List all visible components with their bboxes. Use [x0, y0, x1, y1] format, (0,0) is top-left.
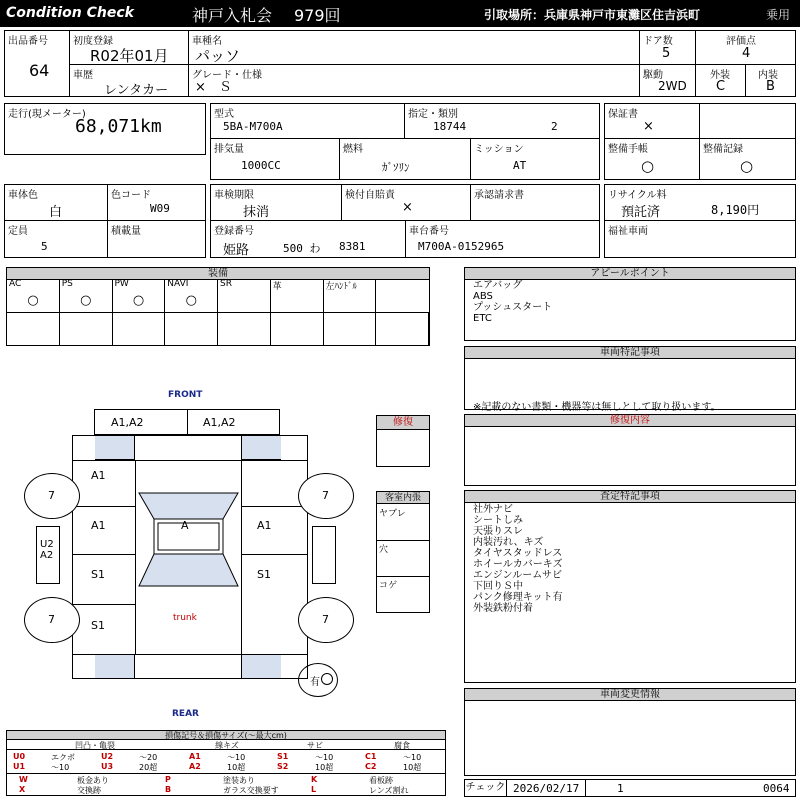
- equipment-label: NAVI: [167, 279, 189, 289]
- legend-mark-code: B: [165, 785, 172, 794]
- mirror-left-damage: U2 A2: [40, 539, 54, 561]
- legend-size: 10超: [315, 763, 334, 772]
- legend-mark-code: K: [311, 775, 318, 784]
- legend-code: C1: [365, 752, 377, 761]
- reg-number-cell: [210, 220, 406, 258]
- category-number-value: 2: [551, 120, 558, 133]
- legend-mark-code: X: [19, 785, 26, 794]
- mileage-cell: [4, 103, 206, 155]
- spare-tire-value: 有: [310, 677, 320, 688]
- special-title: 車両特記事項: [465, 347, 795, 359]
- mission-cell: [470, 138, 600, 180]
- insurance-cell: [341, 184, 471, 221]
- mission-label: ミッション: [474, 144, 524, 155]
- spare-tire-icon: [321, 673, 333, 685]
- interior-item-label: 穴: [379, 545, 389, 555]
- legend-code: U0: [13, 752, 26, 761]
- mirror-right: [312, 526, 336, 584]
- repair-box-title: 修復: [377, 416, 429, 430]
- change-title: 車両変更情報: [465, 689, 795, 701]
- legend-code: S1: [277, 752, 289, 761]
- history-value: レンタカー: [104, 83, 169, 98]
- check-count: 1: [617, 782, 624, 795]
- model-name-value: パッソ: [195, 47, 241, 65]
- grade-cell: [188, 64, 640, 97]
- door-fr-damage: A1: [257, 519, 272, 532]
- front-bumper: [94, 409, 280, 435]
- legend-header: 凹凸・亀裂: [7, 741, 183, 750]
- repair-title: 修復内容: [465, 415, 795, 427]
- record-value: ○: [740, 157, 754, 175]
- special-panel: [464, 346, 796, 413]
- legend-size: ～10: [227, 753, 246, 762]
- interior-item: [377, 577, 429, 613]
- grade-value: × Ｓ: [195, 80, 232, 95]
- inspection-note-line: エンジンルームサビ: [473, 570, 563, 581]
- equipment-blank-cell: [165, 312, 218, 345]
- mileage-value: 68,071km: [75, 116, 162, 137]
- designation-value: 18744: [433, 120, 467, 133]
- mirror-left: [36, 526, 60, 584]
- manual-cell: [604, 138, 700, 180]
- fuel-value: ｶﾞｿﾘﾝ: [382, 161, 410, 174]
- displacement-cell: [210, 138, 340, 180]
- chassis-cell: [405, 220, 600, 258]
- equipment-label: PS: [61, 279, 73, 289]
- fuel-cell: [339, 138, 471, 180]
- equipment-label: 左ﾊﾝﾄﾞﾙ: [325, 282, 358, 292]
- warranty-label: 保証書: [608, 109, 638, 120]
- drive-cell: [639, 64, 696, 97]
- legend-code: U2: [101, 752, 114, 761]
- legend-mark-code: W: [19, 775, 28, 784]
- interior-item: [377, 541, 429, 577]
- record-label: 整備記録: [703, 144, 743, 155]
- warranty-extra-cell: [699, 103, 796, 139]
- recycle-label: リサイクル料: [608, 190, 667, 201]
- legend-size: 10超: [227, 763, 246, 772]
- interior-label: 内装: [758, 70, 778, 81]
- appeal-line: プッシュスタート: [473, 302, 553, 313]
- legend-code: A2: [189, 762, 201, 771]
- reg-number-label: 登録番号: [214, 226, 254, 237]
- rear-label: REAR: [172, 709, 199, 719]
- warranty-value: ×: [643, 119, 654, 134]
- door-fl-damage: A1: [91, 519, 106, 532]
- welfare-label: 福祉車両: [608, 226, 648, 237]
- front-right-damage: A1,A2: [203, 416, 236, 429]
- lot-cell: [4, 30, 70, 97]
- check-code: 0064: [763, 782, 790, 795]
- special-note: ※記載のない書類・機器等は無しとして取り扱います。: [473, 402, 721, 413]
- recycle-cell: [604, 184, 796, 221]
- legend-mark-desc: 交換跡: [77, 786, 101, 795]
- approval-label: 承認請求書: [474, 190, 524, 201]
- legend-size: 10超: [403, 763, 422, 772]
- lot-label: 出品番号: [8, 36, 48, 47]
- doors-label: ドア数: [643, 36, 673, 47]
- legend-mark-desc: 看板跡: [369, 776, 393, 785]
- repair-panel: [464, 414, 796, 486]
- lot-value: 64: [29, 61, 50, 80]
- score-value: 4: [742, 46, 751, 61]
- category-label: 乗用: [766, 8, 791, 22]
- first-reg-cell: [69, 30, 189, 65]
- fuel-label: 燃料: [343, 144, 363, 155]
- legend-size: エクボ: [51, 753, 75, 762]
- drive-label: 駆動: [643, 70, 663, 81]
- tire-fl-value: 7: [48, 489, 55, 502]
- equipment-item-5: [271, 279, 324, 312]
- capacity-cell: [4, 220, 108, 258]
- mileage-label: 走行(現メーター): [8, 109, 86, 120]
- reg-number: 8381: [339, 240, 366, 253]
- equipment-panel: [6, 267, 430, 346]
- legend-mark-code: P: [165, 775, 171, 784]
- load-cell: [107, 220, 206, 258]
- inspection-cell: [210, 184, 342, 221]
- tire-rear-left: [24, 597, 80, 643]
- chassis-label: 車台番号: [409, 226, 449, 237]
- legend-mark-desc: 塗装あり: [223, 776, 255, 785]
- roof-damage: A: [181, 519, 189, 532]
- taillight-right: [241, 654, 281, 678]
- equipment-item-0: [7, 279, 60, 312]
- interior-box: [376, 491, 430, 613]
- legend-mark-desc: 板金あり: [77, 776, 109, 785]
- appeal-line: エアバッグ: [473, 280, 523, 291]
- inspection-note-line: シートしみ: [473, 515, 523, 526]
- damage-legend: [6, 730, 446, 796]
- reg-area: 姫路: [223, 243, 250, 258]
- equipment-label: SR: [220, 279, 232, 289]
- tire-fr-value: 7: [322, 489, 329, 502]
- inspection-note-line: 天張りスレ: [473, 526, 523, 537]
- legend-mark-code: L: [311, 785, 317, 794]
- chassis-value: M700A-0152965: [418, 240, 505, 253]
- grade-label: グレード・仕様: [192, 70, 262, 81]
- inspection-note-line: 外装鉄粉付着: [473, 603, 533, 614]
- equipment-title: 装備: [7, 268, 429, 280]
- change-panel: [464, 688, 796, 776]
- front-left-damage: A1,A2: [111, 416, 144, 429]
- equipment-item-2: [113, 279, 166, 312]
- legend-size: 20超: [139, 763, 158, 772]
- legend-mark-desc: レンズ割れ: [369, 786, 409, 795]
- color-code-label: 色コード: [111, 190, 151, 201]
- legend-size: ～10: [403, 753, 422, 762]
- displacement-value: 1000CC: [241, 159, 281, 172]
- insurance-value: ×: [402, 200, 413, 215]
- reg-class: 500 わ: [283, 242, 321, 255]
- equipment-blank-cell: [7, 312, 60, 345]
- equipment-blank-cell: [60, 312, 113, 345]
- inspection-note-line: 下回りＳ中: [473, 581, 523, 592]
- designation-cell: [404, 103, 600, 139]
- appeal-line: ETC: [473, 313, 492, 324]
- repair-box: [376, 415, 430, 467]
- appeal-panel: [464, 267, 796, 341]
- color-label: 車体色: [8, 190, 38, 201]
- legend-code: C2: [365, 762, 377, 771]
- doors-cell: [639, 30, 696, 65]
- color-code-value: W09: [150, 202, 170, 215]
- capacity-value: 5: [41, 240, 48, 253]
- equipment-mark: ○: [132, 293, 145, 308]
- appeal-title: アピールポイント: [465, 268, 795, 280]
- color-code-cell: [107, 184, 206, 221]
- displacement-label: 排気量: [214, 144, 244, 155]
- car-body: [72, 435, 308, 679]
- legend-size: ～10: [315, 753, 334, 762]
- equipment-label: AC: [9, 279, 22, 289]
- record-cell: [699, 138, 796, 180]
- legend-title: 損傷記号＆損傷サイズ(～最大cm): [7, 731, 445, 740]
- capacity-label: 定員: [8, 226, 28, 237]
- exterior-cell: [695, 64, 746, 97]
- equipment-mark: ○: [27, 293, 39, 308]
- doors-value: 5: [662, 46, 671, 61]
- approval-cell: [470, 184, 600, 221]
- designation-label: 指定・類別: [408, 109, 458, 120]
- legend-size: ～20: [139, 753, 158, 762]
- warranty-cell: [604, 103, 700, 139]
- car-diagram: [0, 385, 460, 725]
- headlight-right: [241, 436, 281, 460]
- equipment-blank-cell: [113, 312, 166, 345]
- tire-rr-value: 7: [322, 613, 329, 626]
- inspection-notes-title: 査定特記事項: [465, 491, 795, 503]
- tire-rear-right: [298, 597, 354, 643]
- rear-left-damage: S1: [91, 619, 105, 632]
- equipment-mark: ○: [80, 293, 92, 308]
- type-value: 5BA-M700A: [223, 120, 283, 133]
- manual-value: ○: [641, 157, 655, 175]
- interior-value: B: [766, 79, 775, 94]
- drive-value: 2WD: [658, 79, 687, 93]
- model-name-label: 車種名: [192, 36, 222, 47]
- door-rr-damage: S1: [257, 568, 271, 581]
- equipment-item-1: [60, 279, 113, 312]
- legend-code: U3: [101, 762, 114, 771]
- legend-header: サビ: [271, 741, 359, 750]
- headlight-left: [95, 436, 135, 460]
- door-rl-damage: S1: [91, 568, 105, 581]
- check-divider: [585, 780, 586, 796]
- taillight-left: [95, 654, 135, 678]
- interior-item-label: ヤブレ: [379, 509, 406, 519]
- welfare-cell: [604, 220, 796, 258]
- auction-name: 神戸入札会: [192, 6, 273, 25]
- first-reg-value: R02年01月: [90, 47, 169, 65]
- color-cell: [4, 184, 108, 221]
- score-cell: [695, 30, 796, 65]
- inspection-value: 抹消: [243, 205, 270, 220]
- inspection-note-line: パンク修理キット有: [473, 592, 563, 603]
- legend-header: 腐食: [359, 741, 445, 750]
- cabin-glass: [135, 491, 242, 621]
- type-cell: [210, 103, 405, 139]
- trunk-label: trunk: [173, 613, 197, 623]
- pickup-location: 引取場所：兵庫県神戸市東灘区住吉浜町: [484, 8, 701, 22]
- recycle-status: 預託済: [621, 205, 661, 220]
- legend-code: U1: [13, 762, 26, 771]
- spare-tire: [298, 663, 338, 697]
- front-label: FRONT: [168, 390, 203, 400]
- auction-number: 979回: [294, 6, 341, 25]
- mission-value: AT: [513, 159, 527, 172]
- model-name-cell: [188, 30, 640, 65]
- legend-divider: [7, 773, 445, 774]
- check-date: 2026/02/17: [513, 782, 580, 795]
- load-label: 積載量: [111, 226, 141, 237]
- manual-label: 整備手帳: [608, 144, 648, 155]
- inspection-note-line: タイヤスタッドレス: [473, 548, 563, 559]
- equipment-label: PW: [114, 279, 129, 289]
- insurance-label: 検付自賠責: [345, 190, 395, 201]
- appeal-line: ABS: [473, 291, 493, 302]
- fender-left-damage: A1: [91, 469, 106, 482]
- color-value: 白: [49, 205, 63, 220]
- equipment-blank-cell: [324, 312, 377, 345]
- type-label: 型式: [214, 109, 234, 120]
- legend-header: 線キズ: [183, 741, 271, 750]
- inspection-label: 車検期限: [214, 190, 254, 201]
- legend-size: ～10: [51, 763, 70, 772]
- equipment-mark: ○: [185, 293, 197, 308]
- history-label: 車歴: [73, 70, 93, 81]
- legend-mark-desc: ガラス交換要す: [223, 786, 279, 795]
- inspection-note-line: 社外ナビ: [473, 504, 513, 515]
- inspection-notes-panel: [464, 490, 796, 683]
- check-bar: [464, 779, 796, 797]
- exterior-label: 外装: [710, 70, 730, 81]
- tire-rl-value: 7: [48, 613, 55, 626]
- equipment-blank-cell: [218, 312, 271, 345]
- equipment-item-3: [165, 279, 218, 312]
- first-reg-label: 初度登録: [73, 36, 113, 47]
- inspection-note-line: ホイールカバーキズ: [473, 559, 563, 570]
- tire-front-right: [298, 473, 354, 519]
- interior-cell: [745, 64, 796, 97]
- tire-front-left: [24, 473, 80, 519]
- interior-title: 客室内張: [377, 492, 429, 504]
- header-bar: [0, 0, 800, 27]
- history-cell: [69, 64, 189, 97]
- brand-label: Condition Check: [6, 5, 134, 21]
- check-label: チェック: [465, 780, 507, 796]
- score-label: 評価点: [726, 36, 756, 47]
- legend-code: A1: [189, 752, 201, 761]
- equipment-blank-row: [7, 312, 429, 345]
- recycle-fee: 8,190円: [711, 203, 760, 217]
- legend-code: S2: [277, 762, 289, 771]
- equipment-label: 革: [272, 282, 282, 292]
- interior-item: [377, 505, 429, 541]
- equipment-item-6: [324, 279, 377, 312]
- equipment-blank-cell: [271, 312, 324, 345]
- exterior-value: C: [716, 79, 726, 94]
- equipment-item-4: [218, 279, 271, 312]
- equipment-blank-cell: [376, 312, 429, 345]
- interior-item-label: コゲ: [379, 581, 398, 591]
- inspection-note-line: 内装汚れ、キズ: [473, 537, 544, 548]
